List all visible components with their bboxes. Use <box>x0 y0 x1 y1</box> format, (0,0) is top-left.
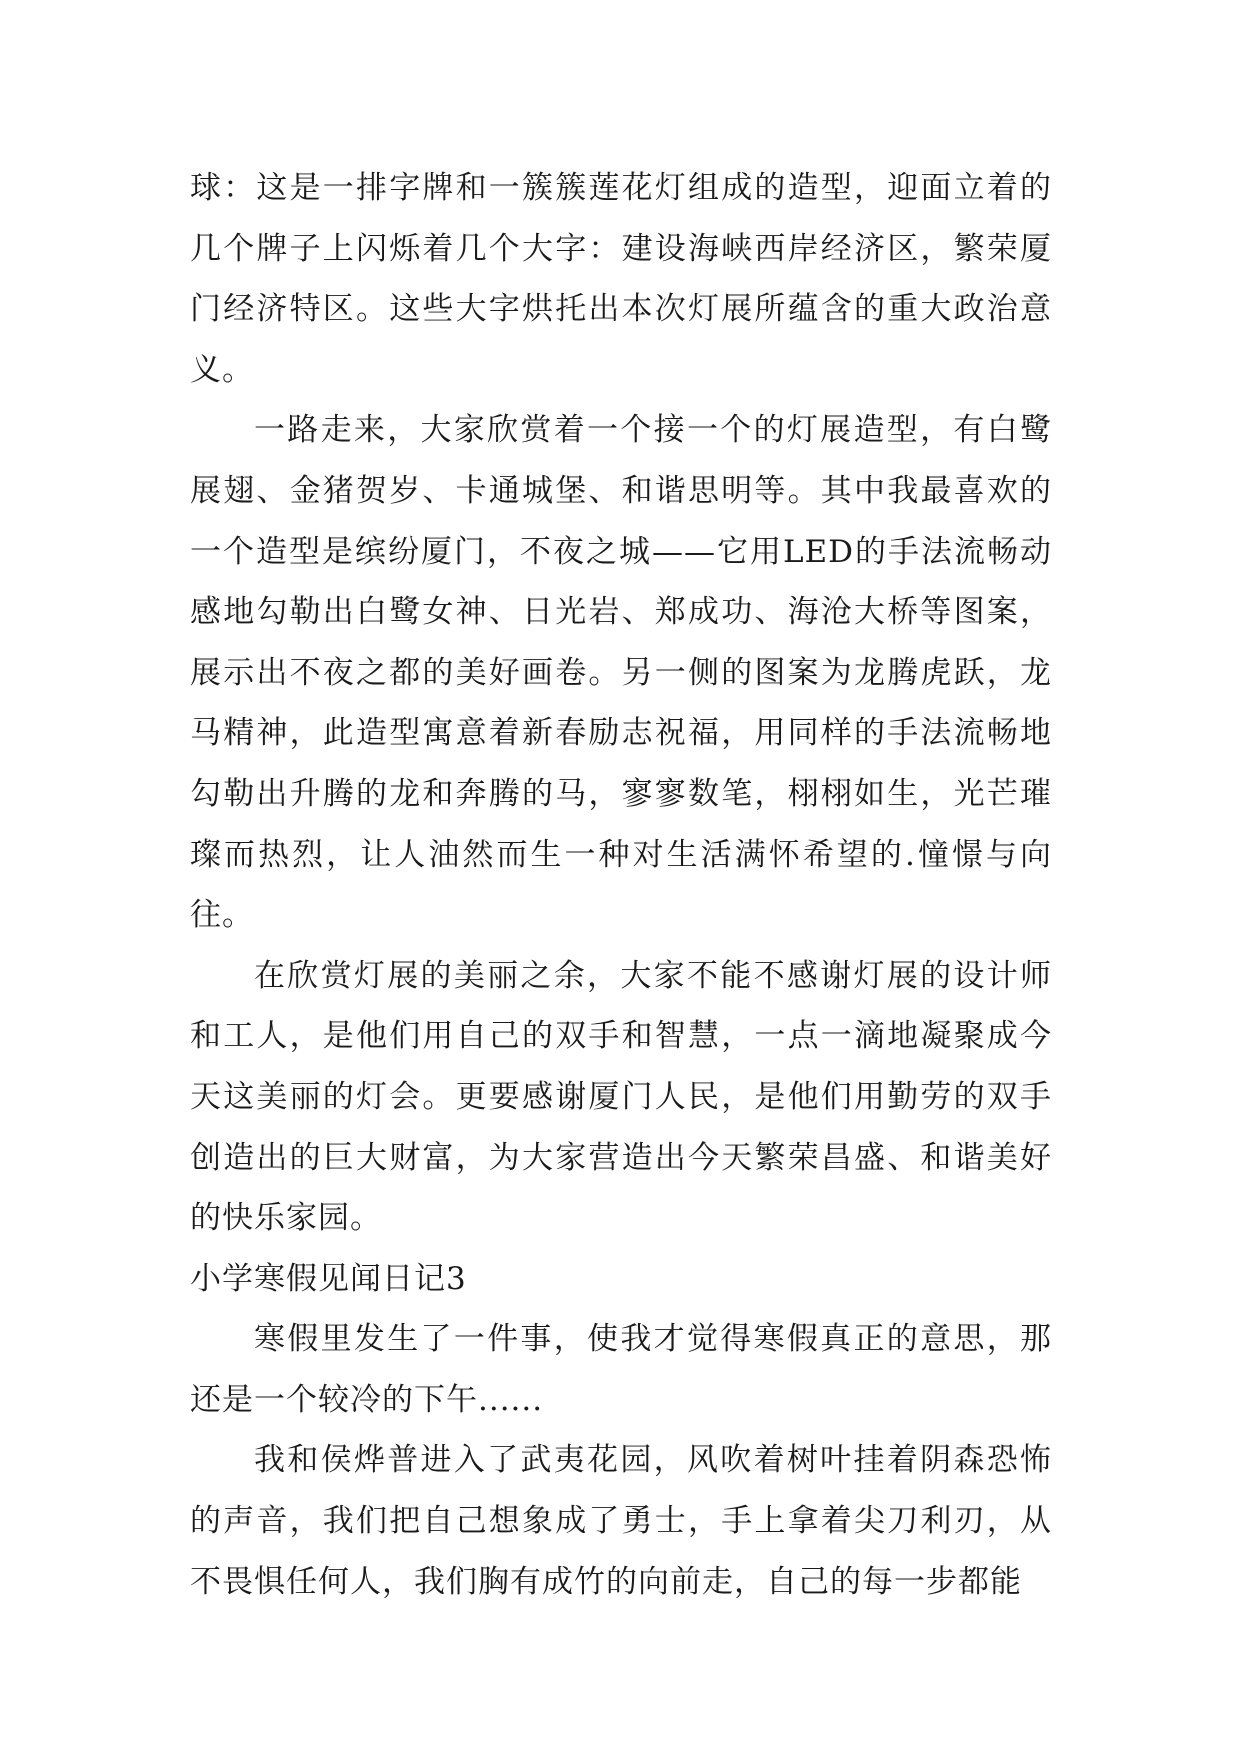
paragraph-continuation: 球：这是一排字牌和一簇簇莲花灯组成的造型，迎面立着的几个牌子上闪烁着几个大字：建设海峡西岸经济区，繁荣厦门经济特区。这些大字烘托出本次灯展所蕴含的重大政治意义。 <box>190 170 1052 388</box>
paragraph-winter-break: 寒假里发生了一件事，使我才觉得寒假真正的意思，那还是一个较冷的下午...... <box>190 1321 1052 1418</box>
paragraph-thanks: 在欣赏灯展的美丽之余，大家不能不感谢灯展的设计师和工人，是他们用自己的双手和智慧，一点一滴地凝聚成今天这美丽的灯会。更要感谢厦门人民，是他们用勤劳的双手创造出的巨大财富，为大家营造出今天繁荣昌盛、和谐美好的快乐家园。 <box>190 957 1052 1237</box>
paragraph-lantern-shapes: 一路走来，大家欣赏着一个接一个的灯展造型，有白鹭展翅、金猪贺岁、卡通城堡、和谐思明等。其中我最喜欢的一个造型是缤纷厦门，不夜之城——它用LED的手法流畅动感地勾勒出白鹭女神、日光岩、郑成功、海沧大桥等图案，展示出不夜之都的美好画卷。另一侧的图案为龙腾虎跃，龙马精神，此造型寓意着新春励志祝福，用同样的手法流畅地勾勒出升腾的龙和奔腾的马，寥寥数笔，栩栩如生，光芒璀璨而热烈，让人油然而生一种对生活满怀希望的.憧憬与向往。 <box>190 412 1052 934</box>
document-body <box>190 158 1052 1612</box>
paragraph-garden: 我和侯烨普进入了武夷花园，风吹着树叶挂着阴森恐怖的声音，我们把自己想象成了勇士，手上拿着尖刀利刃，从不畏惧任何人，我们胸有成竹的向前走，自己的每一步都能 <box>190 1442 1052 1600</box>
section-heading: 小学寒假见闻日记3 <box>190 1260 467 1297</box>
